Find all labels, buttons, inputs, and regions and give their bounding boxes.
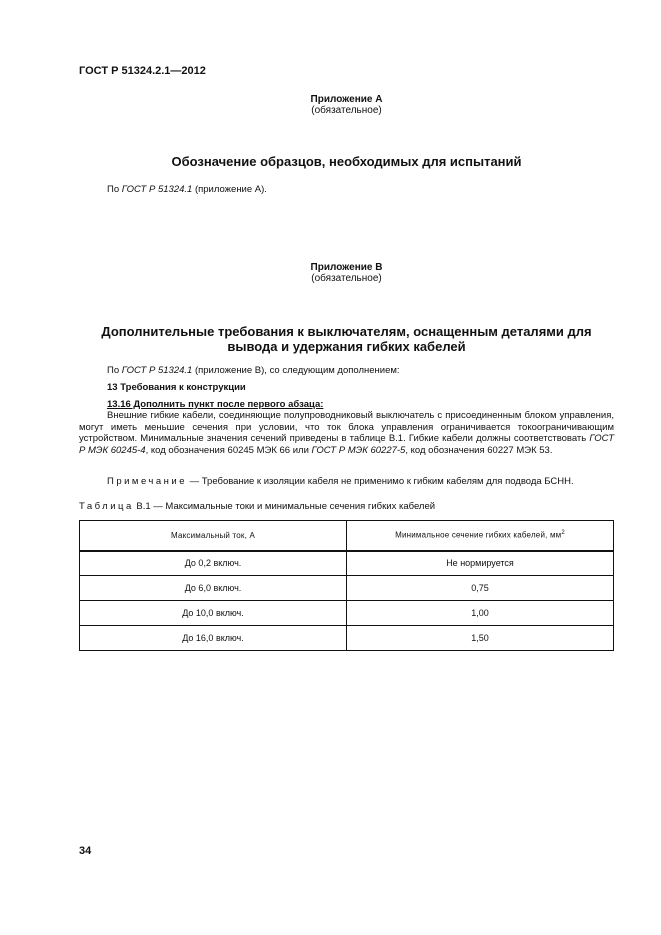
appendix-b-heading-line1: Дополнительные требования к выключателям, оснащенным деталями для xyxy=(101,324,592,339)
ref-prefix: По xyxy=(107,184,122,195)
table-caption-label: Таблица xyxy=(79,501,134,512)
ref-document: ГОСТ Р 51324.1 xyxy=(121,184,193,195)
cell-current: До 0,2 включ. xyxy=(80,551,347,576)
note-text: — Требование к изоляции кабеля не применимо к гибким кабелям для подвода БСНН. xyxy=(187,476,574,487)
appendix-a-heading: Обозначение образцов, необходимых для испытаний xyxy=(171,154,522,169)
appendix-a-reference xyxy=(107,184,614,196)
table-row xyxy=(80,626,614,651)
col-header-section-text: Минимальное сечение гибких кабелей, мм xyxy=(395,531,562,541)
table-row xyxy=(80,551,614,576)
ref-suffix: (приложение В), со следующим дополнением: xyxy=(192,365,400,376)
ref-suffix: (приложение А). xyxy=(192,184,267,195)
ref-prefix: По xyxy=(107,365,122,376)
standard-header: ГОСТ Р 51324.2.1—2012 xyxy=(79,65,206,77)
appendix-b-reference xyxy=(107,365,614,377)
cell-current: До 10,0 включ. xyxy=(80,601,347,626)
ref-document: ГОСТ Р 51324.1 xyxy=(121,365,193,376)
table-header-row xyxy=(80,521,614,551)
body-text-3: , код обозначения 60227 МЭК 53. xyxy=(405,444,553,456)
section-heading: 13 Требования к конструкции xyxy=(107,382,246,393)
cell-section: 1,50 xyxy=(347,626,614,651)
subsection-heading: 13.16 Дополнить пункт после первого абзаца: xyxy=(107,399,324,410)
cell-current: До 16,0 включ. xyxy=(80,626,347,651)
col-header-section xyxy=(347,521,614,551)
appendix-b-status: (обязательное) xyxy=(311,273,382,284)
cable-table xyxy=(79,520,614,651)
appendix-b-heading-line2: вывода и удержания гибких кабелей xyxy=(227,339,466,354)
appendix-b-title: Приложение В xyxy=(310,262,383,273)
page-number: 34 xyxy=(79,845,92,857)
cell-section: Не нормируется xyxy=(347,551,614,576)
note xyxy=(107,476,614,488)
cell-section: 0,75 xyxy=(347,576,614,601)
note-label: Примечание xyxy=(107,476,187,487)
table-row xyxy=(80,601,614,626)
body-doc-1: ГОСТ Р МЭК 60245-4 xyxy=(79,433,614,456)
appendix-a-status: (обязательное) xyxy=(311,105,382,116)
cell-section: 1,00 xyxy=(347,601,614,626)
col-header-section-sup: 2 xyxy=(561,530,565,537)
body-paragraph xyxy=(79,410,614,456)
table-caption xyxy=(79,501,614,513)
appendix-a-title: Приложение А xyxy=(310,94,383,105)
body-text-2: , код обозначения 60245 МЭК 66 или xyxy=(145,444,312,456)
body-text-1: Внешние гибкие кабели, соединяющие полупроводниковый выключатель с присоединенным блоком управления, могут иметь меньшие сечения при условии, что ток блока управления ограничивается токоограничивающим устройством. Минимальные значения сечений приведены в таблице В.1. Гибкие кабели должны соответствовать xyxy=(79,410,614,444)
body-doc-2: ГОСТ Р МЭК 60227-5 xyxy=(311,444,406,456)
table-caption-text: В.1 — Максимальные токи и минимальные сечения гибких кабелей xyxy=(133,501,436,512)
col-header-current: Максимальный ток, А xyxy=(80,521,347,551)
table-row xyxy=(80,576,614,601)
cell-current: До 6,0 включ. xyxy=(80,576,347,601)
